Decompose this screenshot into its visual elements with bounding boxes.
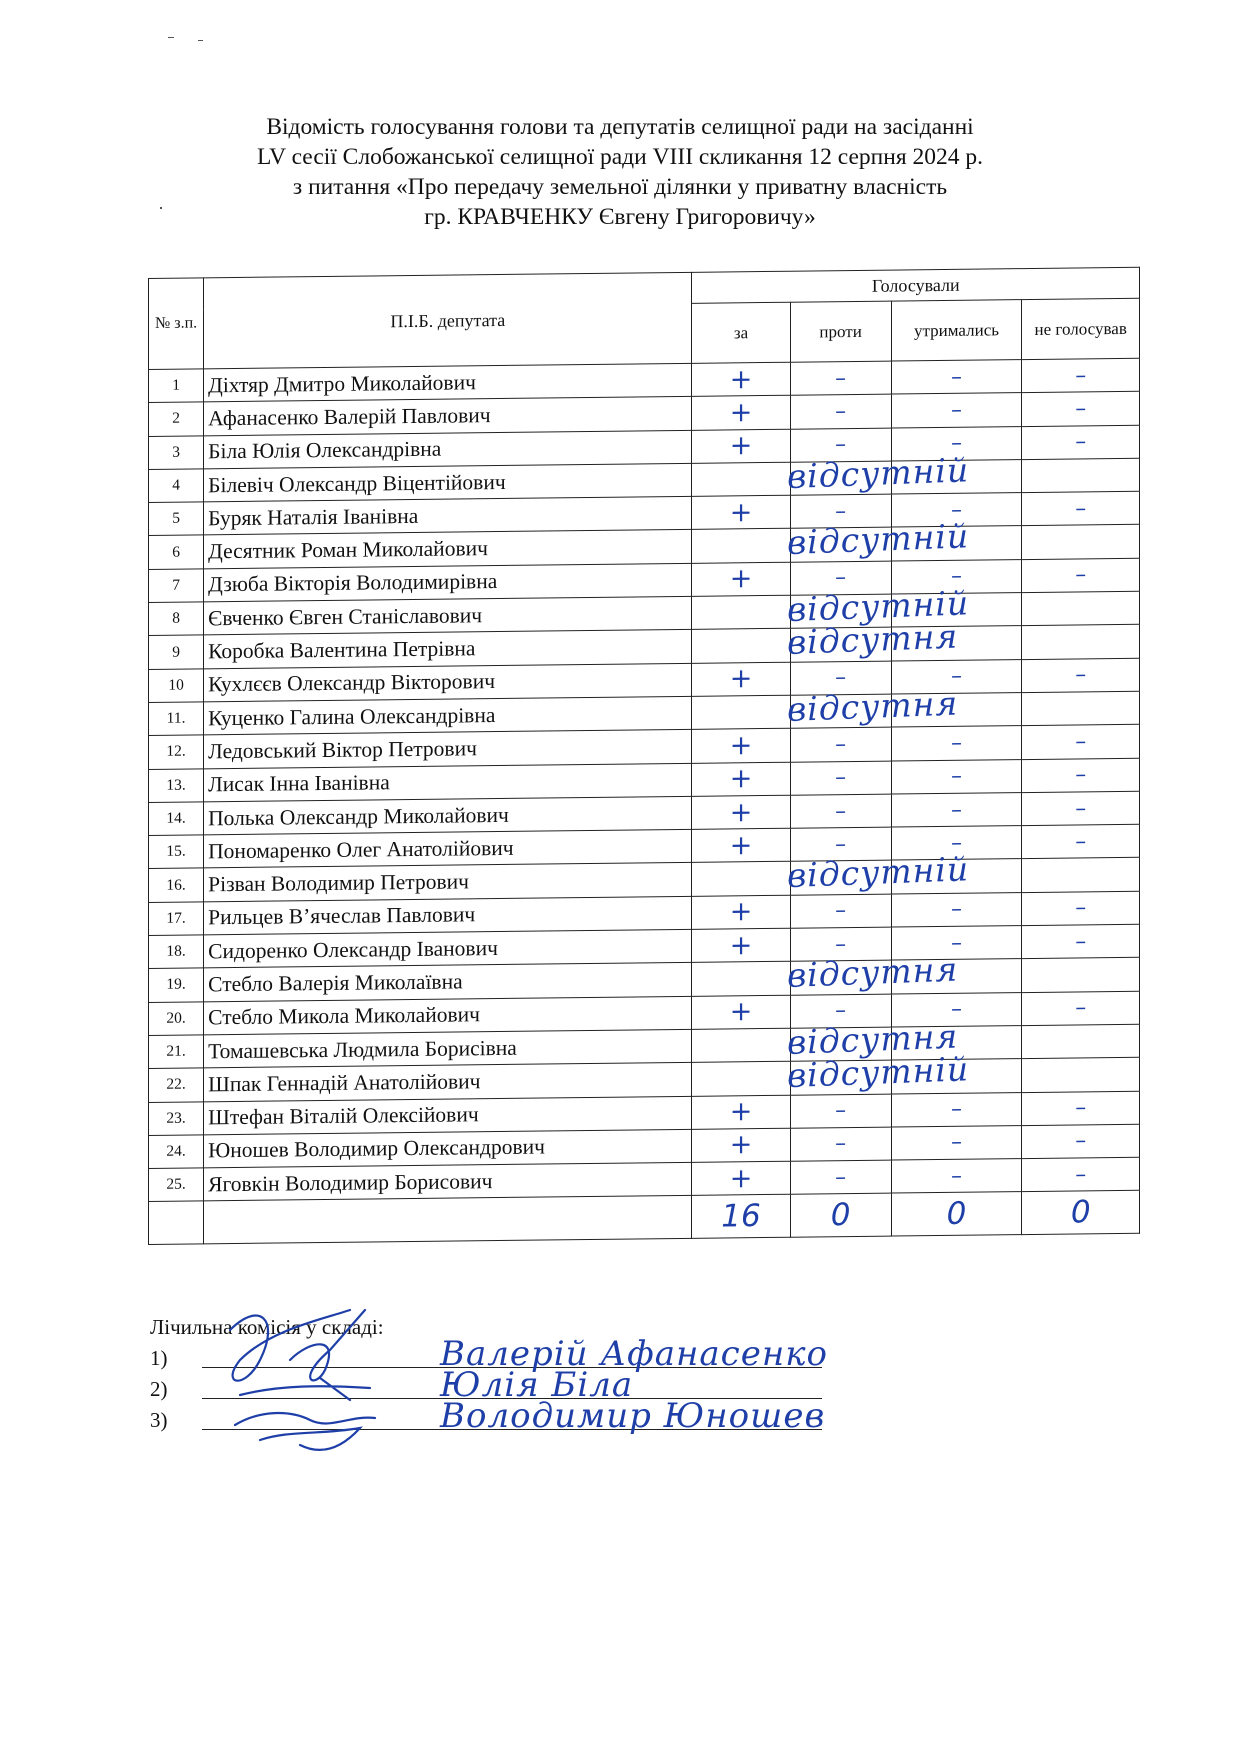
deputy-name: Євченко Євген Станіславович <box>204 596 692 635</box>
vote-for: + <box>692 828 790 862</box>
vote-novote: – <box>1022 991 1140 1026</box>
vote-novote <box>1022 591 1140 626</box>
vote-for: + <box>692 762 790 796</box>
deputy-name: Дзюба Вікторія Володимирівна <box>204 563 692 602</box>
row-number: 20. <box>149 1002 204 1036</box>
vote-abstain: – <box>891 493 1022 528</box>
title-line-1: Відомість голосування голови та депутатів селищної ради на засіданні <box>266 114 974 140</box>
vote-abstain: – <box>891 1092 1022 1127</box>
vote-novote <box>1022 625 1140 660</box>
vote-abstain: – <box>891 659 1022 694</box>
vote-for: + <box>692 429 790 463</box>
col-for-header: за <box>692 303 790 364</box>
member-name-handwritten: Володимир Юношев <box>440 1396 826 1436</box>
absent-note: відсутній <box>786 583 970 630</box>
empty-cell <box>149 1201 204 1245</box>
total-abstain: 0 <box>891 1192 1022 1236</box>
vote-novote: – <box>1022 558 1140 593</box>
vote-against: – <box>790 361 891 395</box>
deputy-name: Коробка Валентина Петрівна <box>204 630 692 669</box>
vote-against <box>786 683 959 729</box>
vote-novote: – <box>1022 1091 1140 1126</box>
vote-novote: – <box>1022 791 1140 826</box>
deputy-name: Штефан Віталій Олексійович <box>204 1096 692 1135</box>
vote-for: + <box>692 362 790 396</box>
vote-against: – <box>790 994 891 1028</box>
vote-novote: – <box>1022 658 1140 693</box>
row-number: 8 <box>149 602 204 636</box>
vote-abstain: – <box>891 759 1022 794</box>
scan-speck <box>160 207 162 209</box>
vote-novote: – <box>1022 491 1140 526</box>
col-novote-header: не голосував <box>1022 299 1140 360</box>
vote-abstain: – <box>891 1125 1022 1160</box>
vote-for <box>692 1061 790 1095</box>
absent-note: відсутній <box>786 1049 970 1096</box>
vote-abstain: – <box>891 926 1022 961</box>
total-against: 0 <box>790 1193 891 1237</box>
row-number: 1 <box>149 369 204 403</box>
vote-against: – <box>790 927 891 961</box>
vote-abstain <box>891 626 1022 661</box>
deputy-name: Стебло Микола Миколайович <box>204 996 692 1035</box>
absent-note: відсутня <box>786 616 959 663</box>
vote-abstain: – <box>891 792 1022 827</box>
row-number: 13. <box>149 768 204 802</box>
vote-for: + <box>692 728 790 762</box>
vote-against: – <box>790 494 891 528</box>
col-voted-header: Голосували <box>692 267 1140 303</box>
deputy-name: Юношев Володимир Олександрович <box>204 1129 692 1168</box>
row-number: 25. <box>149 1168 204 1202</box>
vote-against <box>786 616 959 663</box>
vote-for: + <box>692 396 790 430</box>
member-index: 3) <box>150 1408 168 1432</box>
vote-against: – <box>790 827 891 861</box>
vote-novote: – <box>1022 824 1140 859</box>
vote-novote <box>1022 525 1140 560</box>
vote-abstain: – <box>891 360 1022 395</box>
row-number: 17. <box>149 902 204 936</box>
vote-against <box>786 849 970 896</box>
vote-for <box>692 462 790 496</box>
vote-novote: – <box>1022 1157 1140 1192</box>
vote-for: + <box>692 1095 790 1129</box>
vote-abstain <box>891 459 1022 494</box>
vote-for <box>692 962 790 996</box>
vote-abstain <box>891 526 1022 561</box>
row-number: 7 <box>149 569 204 603</box>
scan-speck <box>198 40 203 41</box>
deputy-name: Сидоренко Олександр Іванович <box>204 929 692 968</box>
deputy-name: Кухлєєв Олександр Вікторович <box>204 663 692 702</box>
vote-for <box>692 629 790 663</box>
deputy-name: Томашевська Людмила Борисівна <box>204 1029 692 1068</box>
vote-novote: – <box>1022 358 1140 393</box>
absent-note: відсутня <box>786 949 959 996</box>
vote-against: – <box>790 761 891 795</box>
vote-for: + <box>692 1161 790 1195</box>
signature-stroke-3 <box>235 1413 375 1450</box>
vote-against <box>786 516 970 563</box>
vote-novote: – <box>1022 1124 1140 1159</box>
vote-for <box>692 695 790 729</box>
vote-novote <box>1022 858 1140 893</box>
row-number: 10 <box>149 669 204 703</box>
member-name-handwritten: Юлія Біла <box>440 1365 634 1405</box>
vote-for <box>692 595 790 629</box>
deputy-name: Біла Юлія Олександрівна <box>204 430 692 469</box>
deputy-name: Діхтяр Дмитро Миколайович <box>204 363 692 402</box>
col-abstain-header: утримались <box>891 300 1022 361</box>
vote-abstain <box>891 959 1022 994</box>
vote-against <box>786 949 959 996</box>
absent-note: відсутня <box>786 1016 959 1062</box>
vote-for <box>692 1028 790 1062</box>
deputy-name: Рильцев В’ячеслав Павлович <box>204 896 692 935</box>
absent-note: відсутній <box>786 516 970 563</box>
vote-novote: – <box>1022 891 1140 926</box>
row-number: 15. <box>149 835 204 869</box>
member-index: 1) <box>150 1346 168 1370</box>
document-title <box>170 112 1070 232</box>
deputy-name: Різван Володимир Петрович <box>204 863 692 902</box>
row-number: 19. <box>149 968 204 1002</box>
deputy-name: Буряк Наталія Іванівна <box>204 497 692 536</box>
vote-abstain: – <box>891 892 1022 927</box>
vote-novote <box>1022 458 1140 493</box>
vote-against: – <box>790 1160 891 1194</box>
vote-against: – <box>790 394 891 428</box>
vote-novote: – <box>1022 392 1140 427</box>
row-number: 14. <box>149 802 204 836</box>
vote-for <box>692 529 790 563</box>
col-against-header: проти <box>790 301 891 362</box>
row-number: 23. <box>149 1101 204 1135</box>
row-number: 9 <box>149 635 204 669</box>
vote-for: + <box>692 662 790 696</box>
signatures-graphic <box>200 1290 430 1460</box>
vote-abstain <box>891 1059 1022 1094</box>
deputy-name: Десятник Роман Миколайович <box>204 530 692 569</box>
vote-novote: – <box>1022 924 1140 959</box>
deputy-name: Яговкін Володимир Борисович <box>204 1162 692 1201</box>
row-number: 22. <box>149 1068 204 1102</box>
vote-novote <box>1022 958 1140 993</box>
vote-abstain: – <box>891 393 1022 428</box>
row-number: 4 <box>149 469 204 503</box>
vote-abstain <box>891 693 1022 728</box>
vote-against <box>786 1049 970 1096</box>
deputy-name: Афанасенко Валерій Павлович <box>204 397 692 436</box>
vote-for: + <box>692 795 790 829</box>
vote-against: – <box>790 428 891 462</box>
commission-label: Лічильна комісія у складі: <box>150 1315 384 1339</box>
vote-for: + <box>692 995 790 1029</box>
row-number: 3 <box>149 435 204 469</box>
vote-abstain: – <box>891 826 1022 861</box>
vote-abstain: – <box>891 426 1022 461</box>
vote-novote <box>1022 691 1140 726</box>
vote-for <box>692 862 790 896</box>
deputy-name: Лисак Інна Іванівна <box>204 763 692 802</box>
vote-against: – <box>790 1127 891 1161</box>
vote-novote <box>1022 1057 1140 1092</box>
row-number: 6 <box>149 535 204 569</box>
member-name-handwritten: Валерій Афанасенко <box>440 1334 828 1374</box>
title-line-2: LV сесії Слобожанської селищної ради VIII скликання 12 серпня 2024 р. <box>256 144 984 170</box>
deputy-name: Пономаренко Олег Анатолійович <box>204 829 692 868</box>
col-num-header: № з.п. <box>149 278 204 370</box>
vote-abstain: – <box>891 726 1022 761</box>
row-number: 21. <box>149 1035 204 1069</box>
vote-novote: – <box>1022 425 1140 460</box>
vote-against: – <box>790 561 891 595</box>
row-number: 2 <box>149 402 204 436</box>
vote-for: + <box>692 895 790 929</box>
deputy-name: Полька Олександр Миколайович <box>204 796 692 835</box>
deputy-name: Ледовський Віктор Петрович <box>204 730 692 769</box>
row-number: 12. <box>149 735 204 769</box>
vote-against <box>786 450 970 497</box>
voting-table <box>148 267 1140 1246</box>
vote-abstain <box>891 859 1022 894</box>
row-number: 18. <box>149 935 204 969</box>
signature-stroke-1 <box>230 1310 365 1381</box>
vote-novote: – <box>1022 725 1140 760</box>
absent-note: відсутня <box>786 683 959 729</box>
col-name-header: П.І.Б. депутата <box>204 272 692 369</box>
total-for: 16 <box>692 1195 790 1239</box>
row-number: 24. <box>149 1135 204 1169</box>
vote-novote: – <box>1022 758 1140 793</box>
vote-for: + <box>692 928 790 962</box>
signature-stroke-2 <box>240 1378 370 1400</box>
row-number: 5 <box>149 502 204 536</box>
title-line-4: гр. КРАВЧЕНКУ Євгену Григоровичу» <box>424 204 816 230</box>
member-index: 2) <box>150 1377 168 1401</box>
vote-against: – <box>790 894 891 928</box>
deputy-name: Білевіч Олександр Віцентійович <box>204 463 692 502</box>
absent-note: відсутній <box>786 450 970 497</box>
row-number: 11. <box>149 702 204 736</box>
vote-against: – <box>790 794 891 828</box>
deputy-name: Стебло Валерія Миколаївна <box>204 963 692 1002</box>
vote-against: – <box>790 661 891 695</box>
title-line-3: з питання «Про передачу земельної ділянки у приватну власність <box>292 174 948 200</box>
empty-cell <box>204 1196 692 1245</box>
absent-note: відсутній <box>786 849 970 896</box>
vote-novote <box>1022 1024 1140 1059</box>
vote-against: – <box>790 727 891 761</box>
vote-abstain: – <box>891 992 1022 1027</box>
vote-abstain: – <box>891 559 1022 594</box>
row-number: 16. <box>149 868 204 902</box>
deputy-name: Шпак Геннадій Анатолійович <box>204 1063 692 1102</box>
vote-for: + <box>692 562 790 596</box>
vote-abstain: – <box>891 1159 1022 1194</box>
vote-against: – <box>790 1094 891 1128</box>
vote-for: + <box>692 495 790 529</box>
scan-speck <box>168 37 174 38</box>
total-novote: 0 <box>1022 1191 1140 1235</box>
deputy-name: Куценко Галина Олександрівна <box>204 696 692 735</box>
vote-for: + <box>692 1128 790 1162</box>
